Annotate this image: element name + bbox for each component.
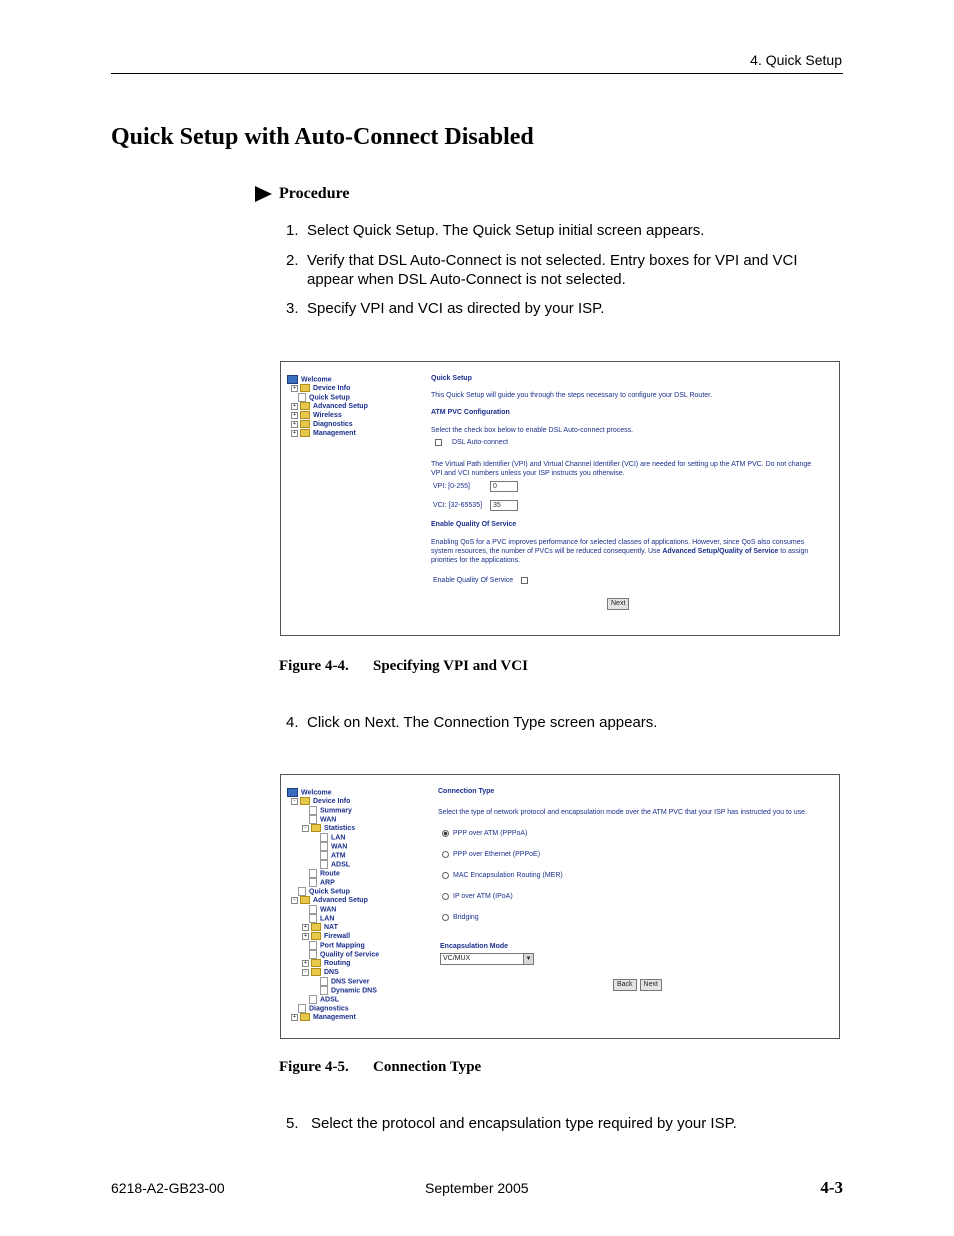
folder-icon — [300, 402, 310, 410]
tree-item[interactable]: - Device Info — [287, 797, 379, 806]
tree-item[interactable]: Port Mapping — [287, 941, 379, 950]
folder-icon — [300, 429, 310, 437]
connection-type-pane — [438, 787, 833, 1027]
page-icon — [309, 941, 317, 950]
arrow-icon — [255, 186, 272, 202]
expand-icon[interactable]: + — [302, 924, 309, 931]
step-text: Click on Next. The Connection Type screen appears. — [307, 714, 658, 731]
tree-item[interactable]: ATM — [287, 851, 379, 860]
page-icon — [320, 842, 328, 851]
auto-connect-checkbox[interactable] — [435, 439, 442, 446]
page-icon — [309, 914, 317, 923]
collapse-icon[interactable]: - — [302, 825, 309, 832]
vci-row — [433, 500, 518, 511]
next-button[interactable]: Next — [640, 979, 662, 991]
tree-item[interactable]: Summary — [287, 806, 379, 815]
tree-item[interactable]: - DNS — [287, 968, 379, 977]
step-number: 1. — [286, 222, 299, 239]
step-number: 3. — [286, 300, 299, 317]
folder-icon — [311, 932, 321, 940]
figure-4-4-caption: Figure 4-4. Specifying VPI and VCI — [279, 658, 528, 674]
tree-item[interactable]: LAN — [287, 914, 379, 923]
option-mer[interactable]: MAC Encapsulation Routing (MER) — [442, 871, 563, 880]
vci-label: VCI: [32-65535] — [433, 502, 483, 510]
collapse-icon[interactable]: - — [291, 897, 298, 904]
tree-item[interactable]: WAN — [287, 842, 379, 851]
page-icon — [309, 806, 317, 815]
radio-button[interactable] — [442, 830, 449, 837]
tree-item-advanced-setup[interactable]: + Advanced Setup — [287, 402, 368, 411]
folder-icon — [311, 968, 321, 976]
page-icon — [298, 1004, 306, 1013]
step-text: Verify that DSL Auto-Connect is not selected. Entry boxes for VPI and VCI appear when DSL Auto-Connect is not selected. — [307, 252, 798, 288]
expand-icon[interactable]: + — [291, 430, 298, 437]
vpi-input[interactable]: 0 — [490, 481, 518, 492]
auto-connect-label: DSL Auto-connect — [451, 439, 509, 446]
tree-item[interactable]: - Advanced Setup — [287, 896, 379, 905]
page-icon — [320, 851, 328, 860]
page-icon — [309, 869, 317, 878]
tree-item[interactable]: WAN — [287, 905, 379, 914]
page-icon — [320, 977, 328, 986]
pane-heading: Quick Setup — [431, 375, 472, 382]
page-icon — [298, 887, 306, 896]
atm-text: Select the check box below to enable DSL Auto-connect process. — [431, 427, 634, 434]
radio-button[interactable] — [442, 914, 449, 921]
nav-tree — [287, 375, 368, 438]
folder-icon — [300, 896, 310, 904]
expand-icon[interactable]: + — [302, 933, 309, 940]
qos-checkbox-label: Enable Quality Of Service — [433, 577, 514, 584]
expand-icon[interactable]: + — [291, 403, 298, 410]
section-title: Quick Setup with Auto-Connect Disabled — [111, 124, 534, 150]
qos-row — [433, 576, 528, 585]
page-icon — [309, 815, 317, 824]
encap-mode-select[interactable]: VC/MUX ▼ — [440, 953, 534, 965]
footer-doc-number: 6218-A2-GB23-00 — [111, 1180, 225, 1196]
tree-item[interactable]: + Routing — [287, 959, 379, 968]
footer-page-number: 4-3 — [820, 1178, 843, 1197]
tree-item[interactable]: + NAT — [287, 923, 379, 932]
tree-item[interactable]: ADSL — [287, 860, 379, 869]
qos-link[interactable]: Advanced Setup/Quality of Service — [662, 548, 779, 555]
vpi-row — [433, 481, 518, 492]
step-4 — [286, 713, 847, 732]
tree-item[interactable]: Route — [287, 869, 379, 878]
step-text: Select Quick Setup. The Quick Setup initial screen appears. — [307, 222, 705, 239]
folder-icon — [300, 384, 310, 392]
tree-item[interactable]: Dynamic DNS — [287, 986, 379, 995]
page-icon — [298, 393, 306, 402]
header-rule — [111, 73, 843, 74]
step-2 — [286, 251, 847, 289]
step-1 — [286, 221, 847, 240]
atm-heading: ATM PVC Configuration — [431, 409, 510, 416]
page-icon — [320, 860, 328, 869]
expand-icon[interactable]: + — [291, 1014, 298, 1021]
pane-intro: This Quick Setup will guide you through the steps necessary to configure your DSL Router. — [431, 392, 713, 399]
tree-item-welcome[interactable]: Welcome — [287, 375, 368, 384]
folder-icon — [300, 1013, 310, 1021]
next-button[interactable]: Next — [607, 598, 629, 610]
radio-button[interactable] — [442, 872, 449, 879]
collapse-icon[interactable]: - — [291, 798, 298, 805]
tree-item[interactable]: + Management — [287, 1013, 379, 1022]
chevron-down-icon: ▼ — [523, 954, 533, 964]
tree-item-diagnostics[interactable]: + Diagnostics — [287, 420, 368, 429]
pane-heading: Connection Type — [438, 788, 495, 795]
radio-button[interactable] — [442, 893, 449, 900]
step-number: 5. — [286, 1115, 299, 1132]
tree-item[interactable]: - Statistics — [287, 824, 379, 833]
step-text: Select the protocol and encapsulation type required by your ISP. — [311, 1115, 737, 1132]
vpi-label: VPI: [0-255] — [433, 483, 470, 491]
page-icon — [320, 986, 328, 995]
procedure-heading — [255, 185, 350, 203]
page-icon — [309, 878, 317, 887]
page-icon — [320, 833, 328, 842]
folder-icon — [311, 923, 321, 931]
nav-tree — [287, 788, 379, 1022]
tree-item[interactable]: Welcome — [287, 788, 379, 797]
monitor-icon — [287, 375, 298, 384]
procedure-label: Procedure — [279, 185, 350, 202]
tree-item[interactable]: ARP — [287, 878, 379, 887]
expand-icon[interactable]: + — [302, 960, 309, 967]
step-number: 2. — [286, 252, 299, 269]
option-pppoe[interactable]: PPP over Ethernet (PPPoE) — [442, 850, 540, 859]
tree-item[interactable]: LAN — [287, 833, 379, 842]
folder-icon — [311, 959, 321, 967]
tree-item-device-info[interactable]: + Device Info — [287, 384, 368, 393]
qos-heading: Enable Quality Of Service — [431, 521, 517, 528]
folder-icon — [300, 420, 310, 428]
quick-setup-pane — [431, 374, 826, 624]
encap-heading: Encapsulation Mode — [440, 943, 509, 950]
footer-date: September 2005 — [425, 1180, 529, 1196]
vci-input[interactable]: 35 — [490, 500, 518, 511]
vpi-vci-text: The Virtual Path Identifier (VPI) and Virtual Channel Identifier (VCI) are needed for setting up the ATM PVC. Do not change VPI and VCI numbers unless your ISP instructs you otherwise. — [431, 461, 812, 477]
tree-item-quick-setup[interactable]: Quick Setup — [287, 393, 368, 402]
qos-checkbox[interactable] — [521, 577, 528, 584]
radio-button[interactable] — [442, 851, 449, 858]
folder-icon — [300, 797, 310, 805]
step-5 — [286, 1114, 851, 1133]
page-icon — [309, 995, 317, 1004]
figure-4-5-screenshot — [280, 774, 840, 1039]
figure-4-5-caption: Figure 4-5. Connection Type — [279, 1059, 482, 1075]
pane-intro: Select the type of network protocol and encapsulation mode over the ATM PVC that your ISP has instructed you to use. — [438, 809, 808, 816]
tree-item[interactable]: DNS Server — [287, 977, 379, 986]
option-bridging[interactable]: Bridging — [442, 913, 479, 922]
page-icon — [309, 950, 317, 959]
folder-icon — [300, 411, 310, 419]
back-button[interactable]: Back — [613, 979, 637, 991]
tree-item[interactable]: + Firewall — [287, 932, 379, 941]
tree-item[interactable]: Quality of Service — [287, 950, 379, 959]
tree-item[interactable]: ADSL — [287, 995, 379, 1004]
page-icon — [309, 905, 317, 914]
tree-item-wireless[interactable]: + Wireless — [287, 411, 368, 420]
folder-icon — [311, 824, 321, 832]
step-3 — [286, 299, 847, 318]
tree-item[interactable]: Diagnostics — [287, 1004, 379, 1013]
expand-icon[interactable]: + — [291, 412, 298, 419]
tree-item[interactable]: Quick Setup — [287, 887, 379, 896]
step-number: 4. — [286, 714, 299, 731]
monitor-icon — [287, 788, 298, 797]
option-pppoa[interactable]: PPP over ATM (PPPoA) — [442, 829, 527, 838]
figure-4-4-screenshot — [280, 361, 840, 636]
step-text: Specify VPI and VCI as directed by your ISP. — [307, 300, 605, 317]
option-ipoa[interactable]: IP over ATM (IPoA) — [442, 892, 513, 901]
tree-item-management[interactable]: + Management — [287, 429, 368, 438]
tree-item[interactable]: WAN — [287, 815, 379, 824]
auto-connect-row — [435, 438, 508, 447]
expand-icon[interactable]: + — [291, 385, 298, 392]
expand-icon[interactable]: + — [291, 421, 298, 428]
collapse-icon[interactable]: - — [302, 969, 309, 976]
qos-text: Enabling QoS for a PVC improves performance for selected classes of applications. However, since QoS also consumes system resources, the number of PVCs will be reduced consequently. Use Advanced Setup/Quality of Service to assign priorities for the applications. — [431, 539, 809, 564]
running-header: 4. Quick Setup — [750, 52, 842, 68]
